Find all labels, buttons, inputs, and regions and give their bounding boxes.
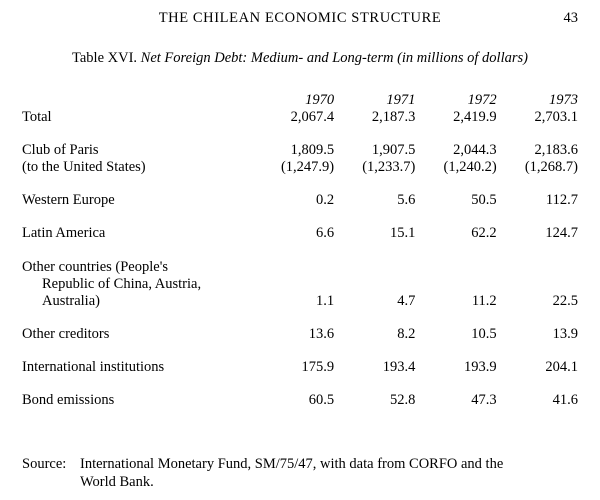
row-spacer [22,343,578,359]
cell-other-creditors-1972: 10.5 [471,325,497,342]
source-label: Source: [22,456,67,472]
cell-western-europe-1971: 5.6 [397,192,416,209]
source-line-2: World Bank. [80,474,154,491]
cell-western-europe-1973: 112.7 [545,192,578,209]
table-row [22,142,578,159]
table-caption-label: Table XVI. [72,50,138,66]
table-caption [0,50,600,67]
row-spacer [22,376,578,392]
source-line-1: International Monetary Fund, SM/75/47, with data from CORFO and the [80,456,504,472]
table-row [22,109,578,126]
row-spacer [22,126,578,142]
row-label-other-countries-line2 [22,276,253,293]
cell-to-the-united-states-1973: (1,268.7) [524,159,578,176]
cell-western-europe-1972: 50.5 [471,192,497,209]
cell-other-countries-1973: 22.5 [552,292,578,309]
cell-club-of-paris-1971: 1,907.5 [371,142,416,159]
cell-international-institutions-1972: 193.9 [464,358,497,375]
table-row [22,359,578,376]
cell-to-the-united-states-1971: (1,233.7) [362,159,416,176]
cell-total-1972: 2,419.9 [453,109,497,125]
cell-other-countries-1971: 4.7 [397,292,416,309]
row-label-international-institutions: International institutions [22,358,165,375]
cell-to-the-united-states-1972: (1,240.2) [443,159,497,176]
cell-to-the-united-states-1970: (1,247.9) [280,159,335,176]
cell-club-of-paris-1973: 2,183.6 [534,142,578,159]
cell-bond-emissions-1973: 41.6 [552,392,578,409]
column-header-1973: 1973 [549,92,578,108]
row-label-other-countries-line1: Other countries (People's [22,258,168,275]
column-header-1970: 1970 [305,92,335,108]
source-note [22,455,578,491]
row-spacer [22,243,578,259]
table-row [22,326,578,343]
cell-club-of-paris-1970: 1,809.5 [290,142,335,159]
cell-latin-america-1973: 124.7 [545,225,578,242]
row-spacer [22,176,578,192]
column-header-1971: 1971 [386,92,416,108]
running-head: THE CHILEAN ECONOMIC STRUCTURE [158,10,442,26]
cell-total-1971: 2,187.3 [371,109,416,125]
table-row [22,392,578,409]
cell-bond-emissions-1971: 52.8 [390,392,416,409]
table-row [22,159,578,176]
table-row [22,293,578,310]
cell-western-europe-1970: 0.2 [315,192,335,209]
row-label-other-creditors: Other creditors [22,325,110,342]
page-number: 43 [563,10,578,26]
row-label-bond-emissions: Bond emissions [22,392,115,409]
cell-international-institutions-1973: 204.1 [545,358,578,375]
cell-other-creditors-1971: 8.2 [397,325,416,342]
row-label-club-of-paris: Club of Paris [22,142,99,159]
cell-total-1970: 2,067.4 [290,109,335,125]
row-label-other-countries-line3 [22,293,253,310]
cell-latin-america-1970: 6.6 [315,225,335,242]
row-label-western-europe: Western Europe [22,192,115,209]
cell-latin-america-1972: 62.2 [471,225,497,242]
table-row [22,192,578,209]
row-label-total: Total [22,109,52,125]
cell-other-creditors-1973: 13.9 [552,325,578,342]
row-label-other-countries-line2-text: Republic of China, Austria, [42,275,202,292]
row-label-latin-america: Latin America [22,225,106,242]
cell-international-institutions-1970: 175.9 [301,358,335,375]
table-row [22,276,578,293]
row-label-to-the-united-states: (to the United States) [22,159,146,176]
row-spacer [22,209,578,225]
column-header-1972: 1972 [467,92,497,108]
row-label-other-countries-line3-text: Australia) [42,292,100,309]
cell-total-1973: 2,703.1 [534,109,578,125]
cell-other-countries-1972: 11.2 [471,292,497,309]
cell-other-creditors-1970: 13.6 [308,325,335,342]
cell-other-countries-1970: 1.1 [315,292,335,309]
table-header-blank [22,92,253,109]
table-row [22,259,578,276]
cell-bond-emissions-1972: 47.3 [471,392,497,409]
table-header-row [22,92,578,109]
cell-international-institutions-1971: 193.4 [382,358,416,375]
row-spacer [22,310,578,326]
table-caption-title: Net Foreign Debt: Medium- and Long-term (in millions of dollars) [140,50,528,66]
cell-latin-america-1971: 15.1 [390,225,416,242]
cell-bond-emissions-1970: 60.5 [308,392,335,409]
cell-club-of-paris-1972: 2,044.3 [453,142,497,159]
foreign-debt-table [22,92,578,409]
table-row [22,225,578,242]
